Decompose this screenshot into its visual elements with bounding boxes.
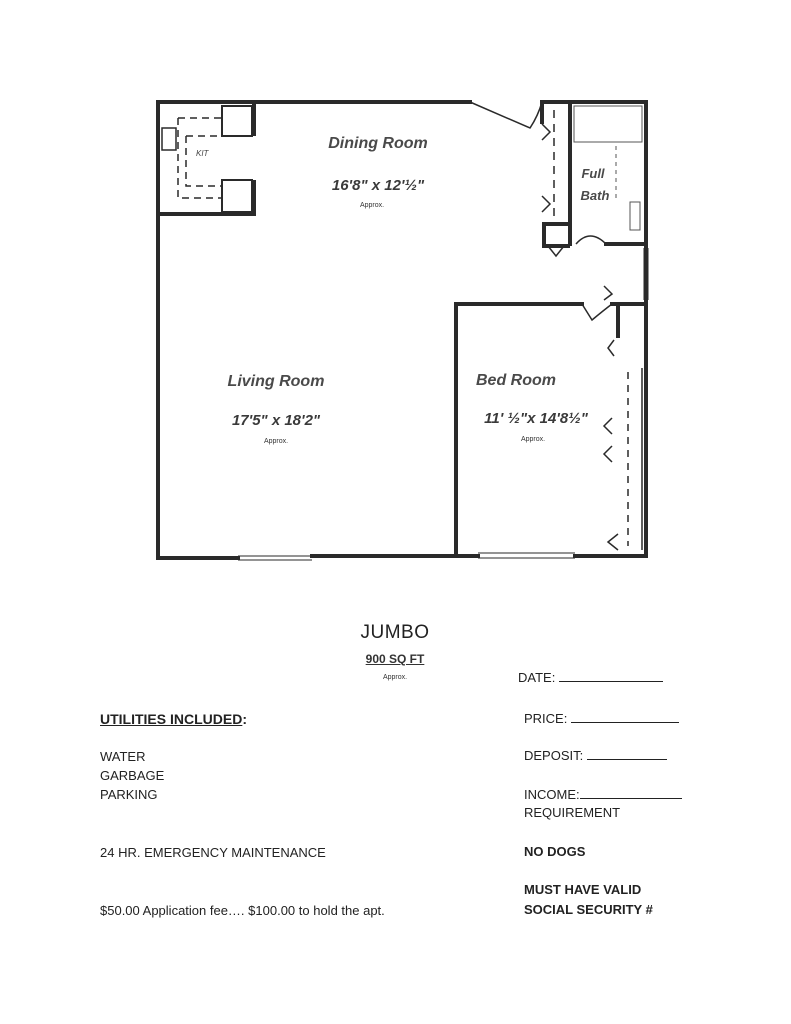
bedroom-size: 11' ½"x 14'8½" (484, 410, 588, 427)
no-dogs-rule: NO DOGS (524, 844, 586, 859)
bedroom-approx: Approx. (520, 436, 546, 443)
deposit-blank-line[interactable] (587, 747, 667, 760)
utility-item-water: WATER (100, 749, 146, 764)
date-blank-line[interactable] (559, 669, 663, 682)
living-room-label: Living Room (227, 373, 325, 390)
kitchen-label: KIT (196, 149, 209, 158)
income-blank-line[interactable] (580, 786, 682, 799)
price-label: PRICE: (524, 711, 568, 726)
requirement-label: REQUIREMENT (524, 805, 621, 820)
income-field (524, 786, 682, 804)
windows (238, 248, 648, 560)
kitchen (158, 102, 256, 214)
unit-area: 900 SQ FT (365, 652, 425, 666)
utilities-heading-text: UTILITIES INCLUDED (100, 711, 243, 727)
living-room-size: 17'5" x 18'2" (231, 412, 321, 429)
price-blank-line[interactable] (571, 710, 679, 723)
utilities-heading-colon: : (242, 711, 248, 727)
maintenance-note: 24 HR. EMERGENCY MAINTENANCE (100, 845, 326, 860)
ssn-rule-line2: SOCIAL SECURITY # (524, 902, 653, 917)
living-room-approx: Approx. (263, 438, 289, 445)
date-label: DATE: (518, 670, 556, 685)
dining-room-label: Dining Room (328, 135, 428, 152)
bedroom-closet (604, 340, 642, 550)
deposit-field (524, 747, 667, 765)
bedroom-label: Bed Room (476, 372, 556, 389)
bath-label-line1: Full (581, 166, 605, 181)
entry-door (470, 102, 542, 128)
dining-room-approx: Approx. (359, 202, 385, 209)
date-field (518, 669, 663, 687)
fees-note: $50.00 Application fee…. $100.00 to hold the apt. (100, 903, 385, 918)
dining-room-size: 16'8" x 12'½" (331, 177, 425, 194)
deposit-label: DEPOSIT: (524, 748, 584, 763)
bedroom-door (582, 286, 612, 320)
price-field (524, 710, 679, 728)
unit-approx: Approx. (382, 674, 408, 681)
floor-plan-walls (158, 102, 646, 558)
utility-item-garbage: GARBAGE (100, 768, 165, 783)
ssn-rule-line1: MUST HAVE VALID (524, 882, 642, 897)
unit-name: JUMBO (360, 622, 430, 643)
utility-item-parking: PARKING (100, 787, 158, 802)
bath-label-line2: Bath (580, 188, 610, 203)
utilities-heading (100, 710, 247, 728)
income-label: INCOME: (524, 787, 580, 802)
